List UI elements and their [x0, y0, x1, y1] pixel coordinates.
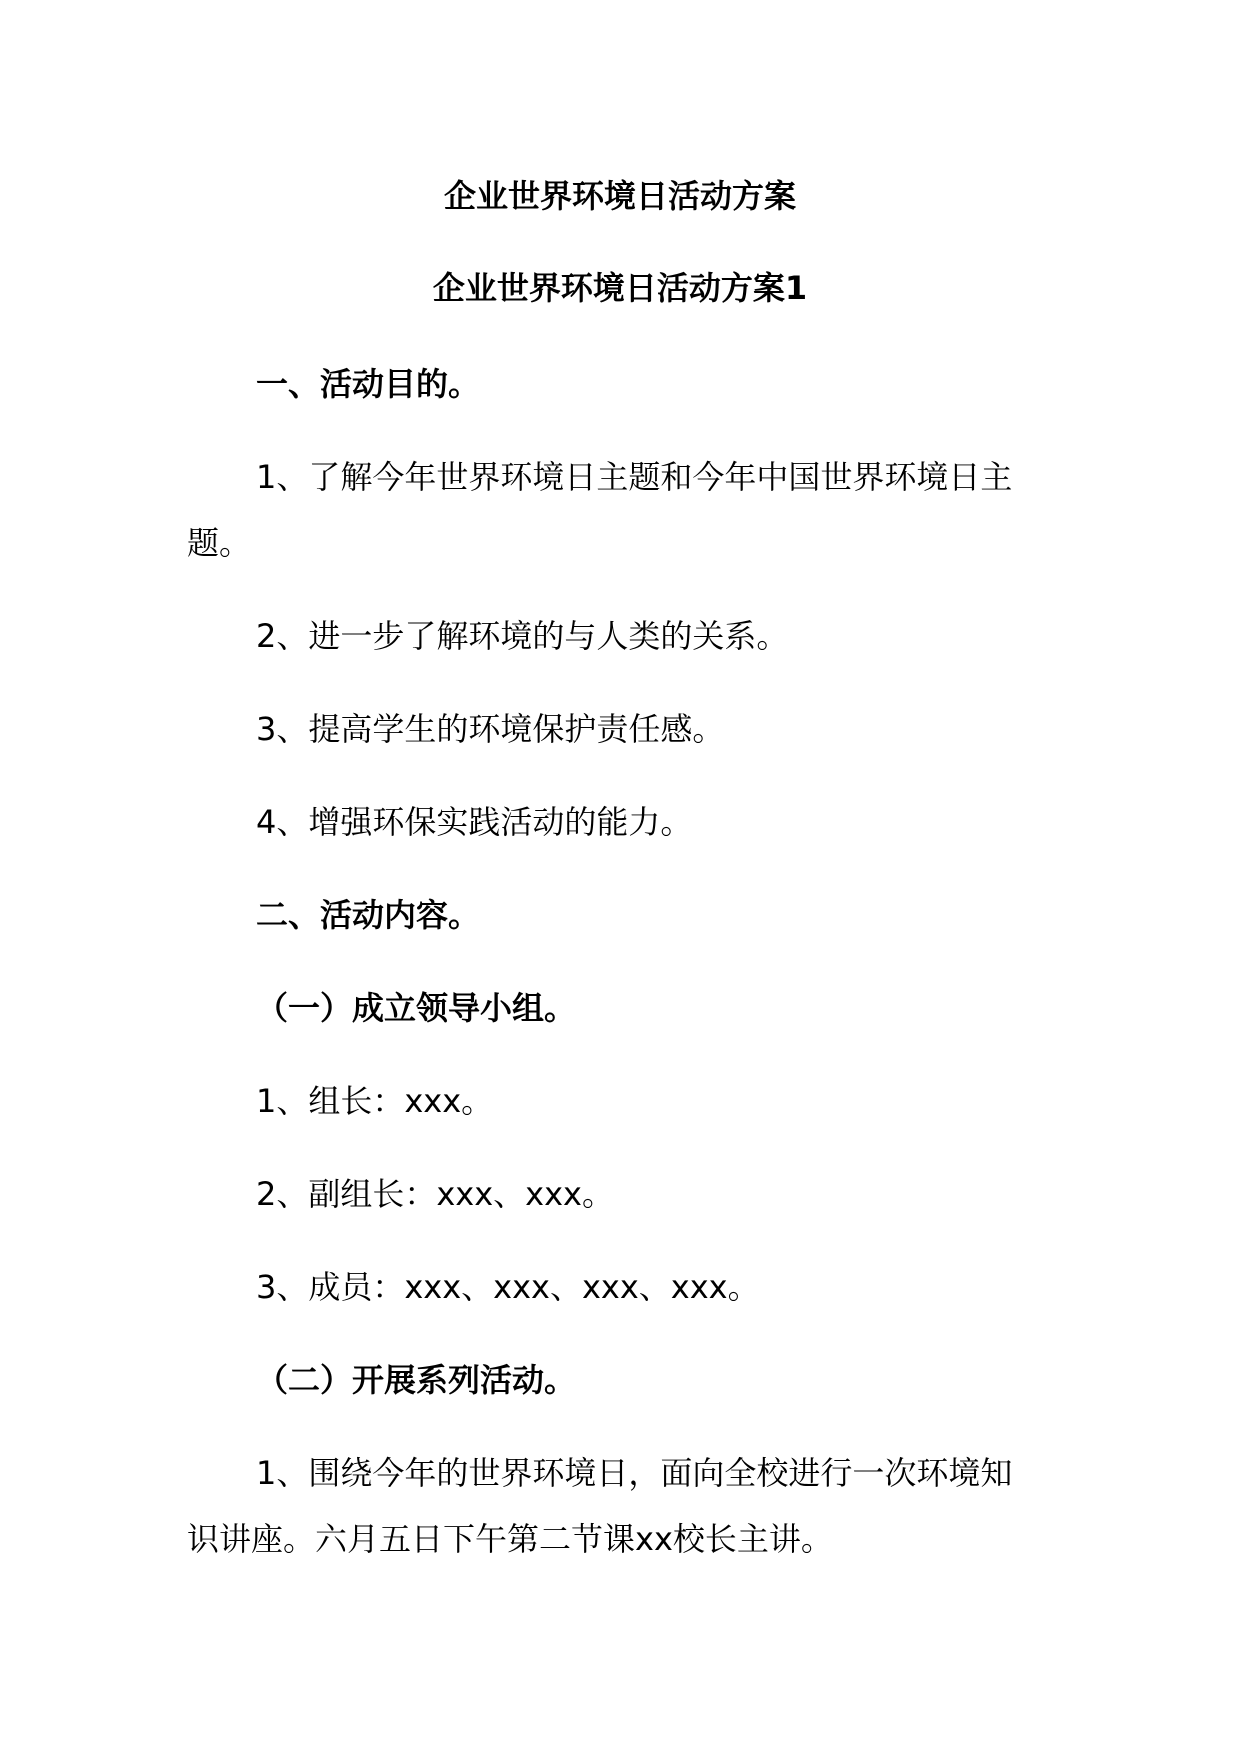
section-1-heading: 一、活动目的。 [256, 365, 481, 403]
section-1-item-2: 2、进一步了解环境的与人类的关系。 [256, 617, 789, 655]
section-1-item-4: 4、增强环保实践活动的能力。 [256, 803, 693, 841]
section-1-item-3: 3、提高学生的环境保护责任感。 [256, 710, 725, 748]
document-subtitle: 企业世界环境日活动方案1 [432, 269, 808, 307]
document-title: 企业世界环境日活动方案 [443, 177, 796, 215]
section-2-heading: 二、活动内容。 [256, 896, 481, 934]
subsection-1-heading: （一）成立领导小组。 [256, 989, 577, 1027]
subsection-2-item-1-line-2: 识讲座。六月五日下午第二节课xx校长主讲。 [187, 1520, 833, 1558]
subsection-1-item-1: 1、组长：xxx。 [256, 1082, 494, 1120]
subsection-1-item-3: 3、成员：xxx、xxx、xxx、xxx。 [256, 1268, 760, 1306]
subsection-2-item-1-line-1: 1、围绕今年的世界环境日，面向全校进行一次环境知 [256, 1454, 1013, 1492]
subsection-1-item-2: 2、副组长：xxx、xxx。 [256, 1175, 614, 1213]
section-1-item-1-line-1: 1、了解今年世界环境日主题和今年中国世界环境日主 [256, 458, 1013, 496]
section-1-item-1-line-2: 题。 [187, 524, 252, 562]
subsection-2-heading: （二）开展系列活动。 [256, 1361, 577, 1399]
